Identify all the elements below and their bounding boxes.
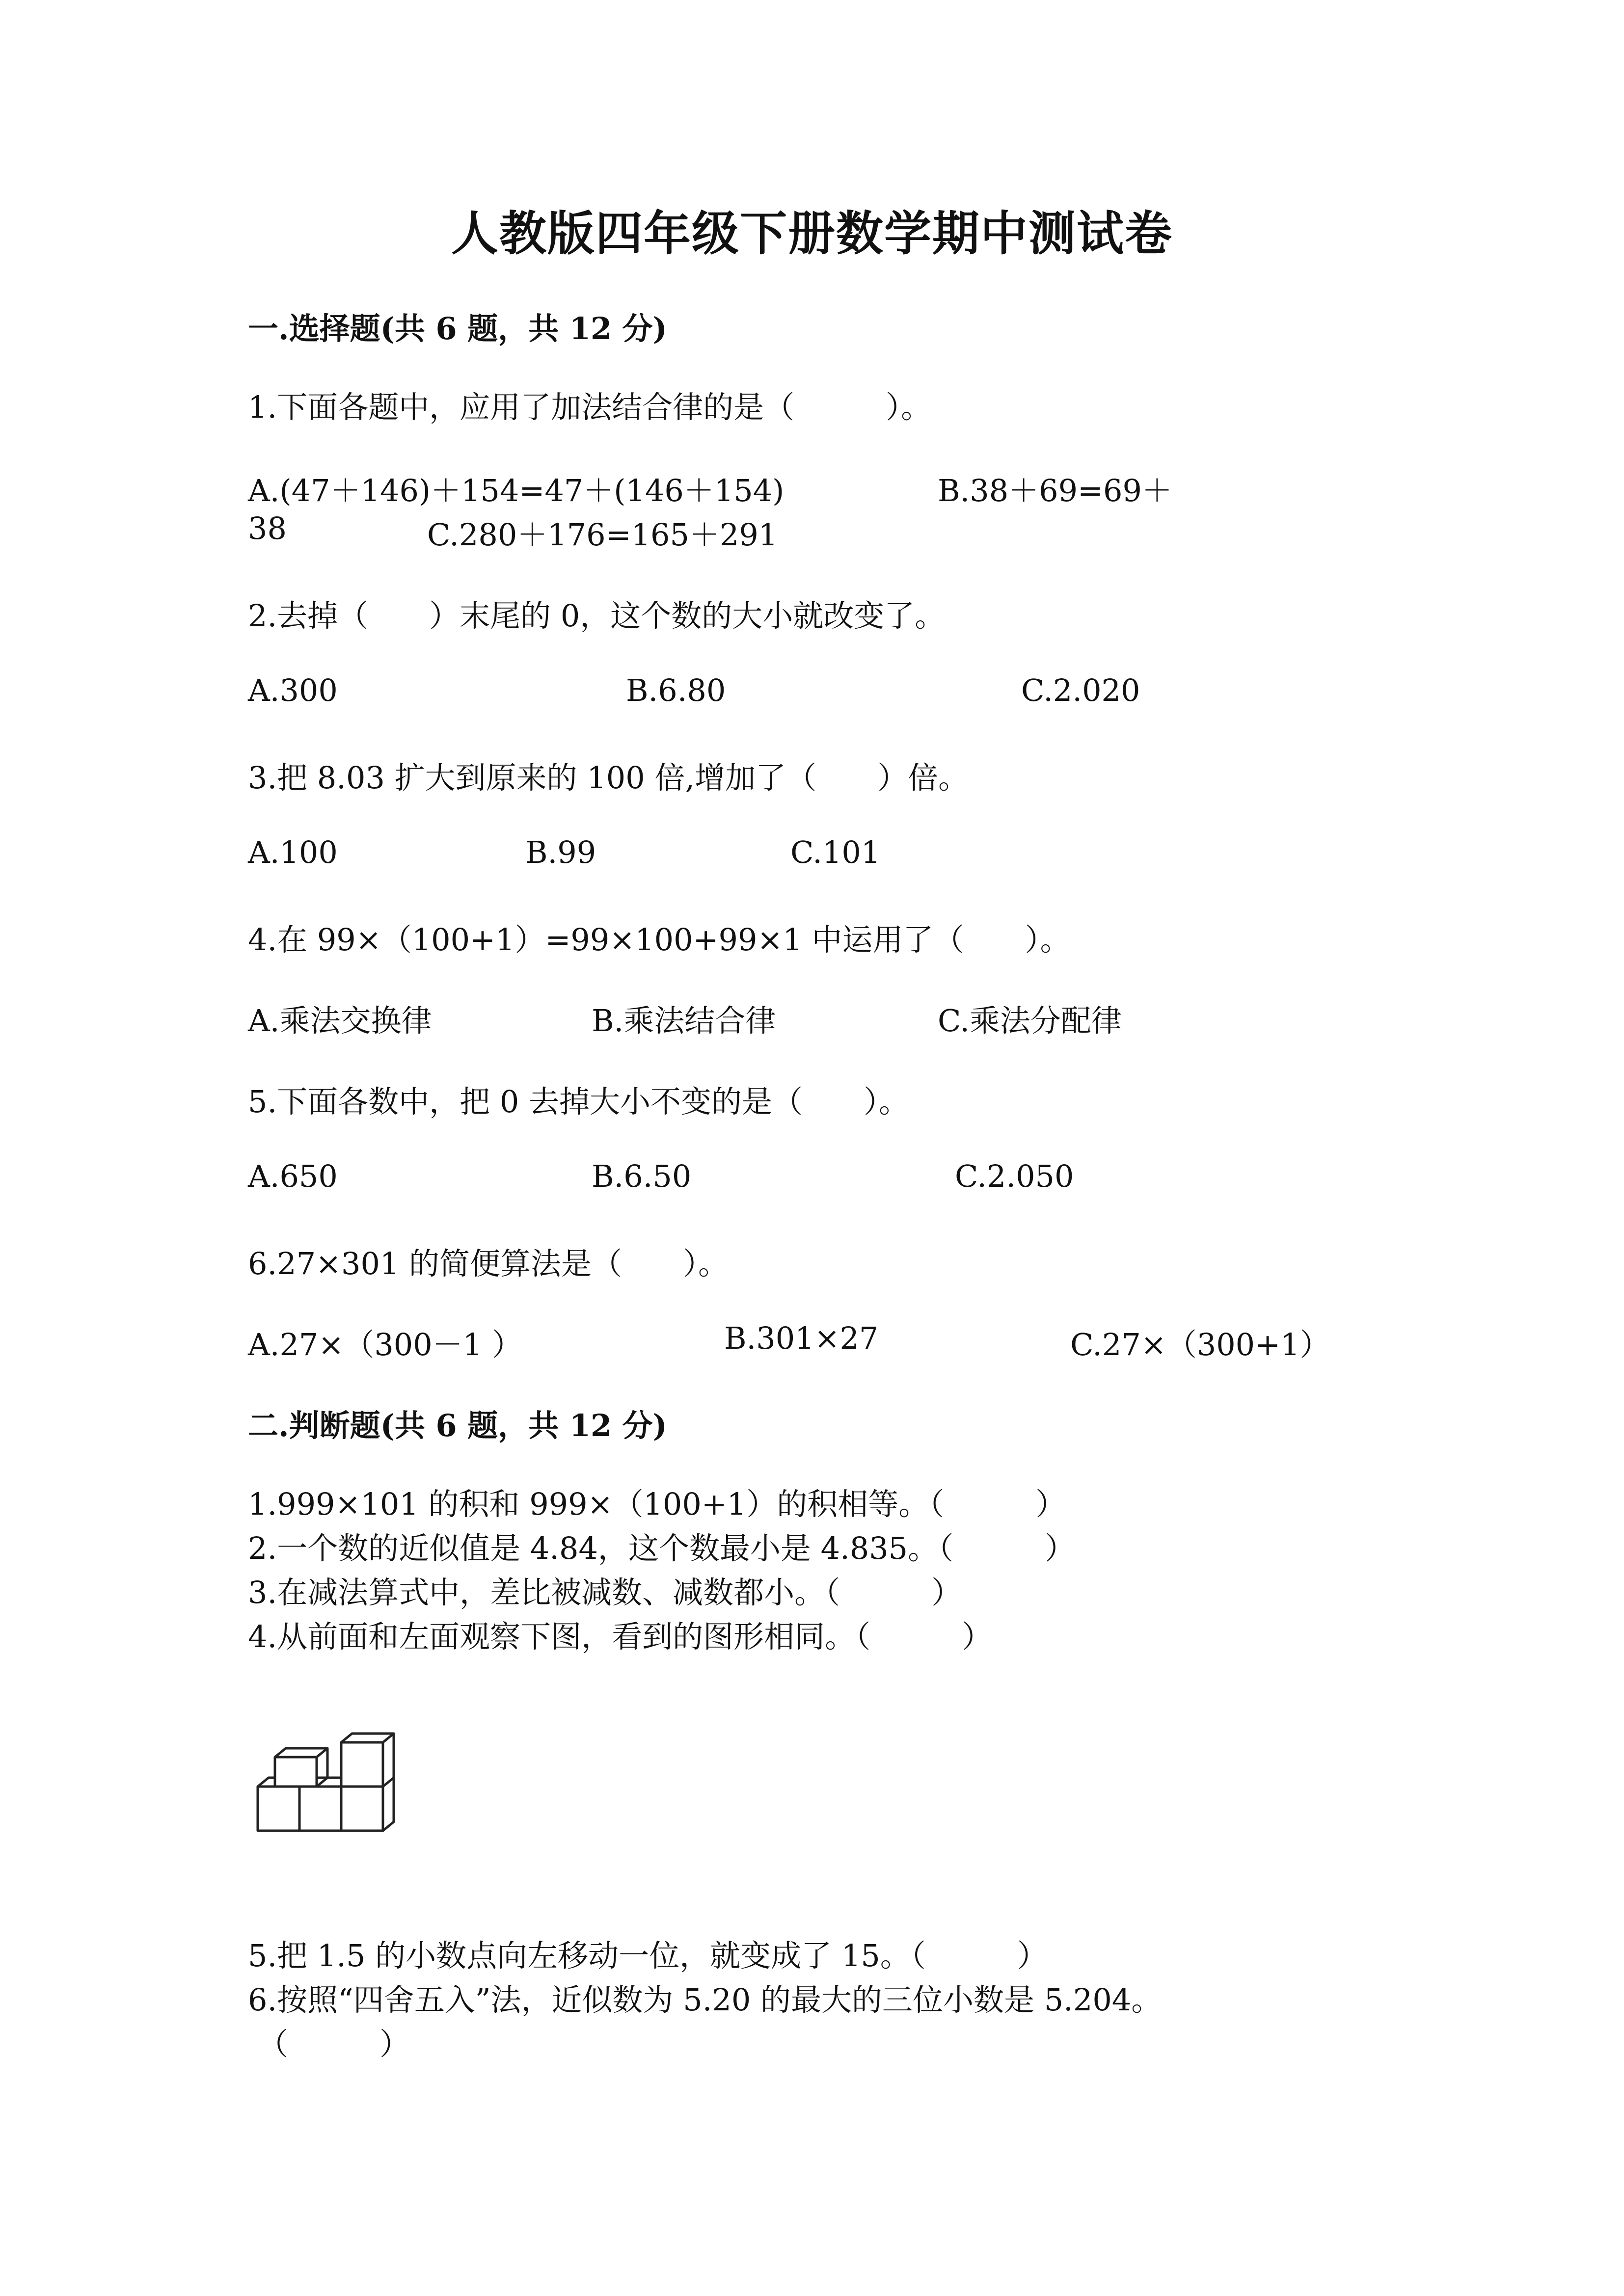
question-stem: 2.去掉（ ）末尾的 0，这个数的大小就改变了。: [248, 598, 946, 634]
option-b-continued: 38: [248, 510, 287, 546]
section-heading-choice: 一.选择题(共 6 题，共 12 分): [248, 311, 668, 347]
judgement-item: 4.从前面和左面观察下图，看到的图形相同。（ ）: [248, 1619, 993, 1655]
judgement-item: 3.在减法算式中，差比被减数、减数都小。（ ）: [248, 1575, 962, 1610]
option-b: B.6.80: [626, 672, 726, 708]
option-a: A.27×（300－1 ）: [248, 1327, 522, 1362]
judgement-item: 5.把 1.5 的小数点向左移动一位，就变成了 15。（ ）: [248, 1938, 1048, 1974]
question-stem: 6.27×301 的简便算法是（ ）。: [248, 1246, 729, 1281]
option-c: C.27×（300+1）: [1070, 1327, 1330, 1362]
option-a: A.300: [248, 672, 338, 708]
question-stem: 1.下面各题中，应用了加法结合律的是（ ）。: [248, 389, 932, 425]
page-title: 人教版四年级下册数学期中测试卷: [451, 206, 1173, 261]
option-a: A.(47＋146)＋154=47＋(146＋154): [248, 473, 785, 508]
option-a: A.乘法交换律: [248, 1003, 432, 1039]
section-heading-judgement: 二.判断题(共 6 题，共 12 分): [248, 1408, 668, 1443]
question-stem: 5.下面各数中，把 0 去掉大小不变的是（ ）。: [248, 1084, 910, 1120]
judgement-item: 6.按照“四舍五入”法，近似数为 5.20 的最大的三位小数是 5.204。: [248, 1982, 1162, 2018]
option-b: B.38＋69=69＋: [938, 473, 1172, 508]
judgement-item: 2.一个数的近似值是 4.84，这个数最小是 4.835。（ ）: [248, 1530, 1076, 1566]
question-stem: 4.在 99×（100+1）=99×100+99×1 中运用了（ ）。: [248, 922, 1071, 958]
option-a: A.650: [248, 1158, 338, 1194]
option-b: B.301×27: [724, 1320, 879, 1356]
question-stem: 3.把 8.03 扩大到原来的 100 倍,增加了（ ）倍。: [248, 760, 969, 796]
option-c: C.2.050: [955, 1158, 1074, 1194]
cube-stack-figure-icon: [255, 1728, 403, 1841]
option-b: B.6.50: [592, 1158, 692, 1194]
option-c: C.2.020: [1021, 672, 1140, 708]
option-c: C.101: [790, 834, 881, 870]
option-c: C.280＋176=165＋291: [427, 517, 778, 553]
option-b: B.99: [525, 834, 596, 870]
option-c: C.乘法分配律: [938, 1003, 1122, 1039]
option-b: B.乘法结合律: [592, 1003, 776, 1039]
judgement-answer-bracket: （ ）: [258, 2026, 410, 2062]
judgement-item: 1.999×101 的积和 999×（100+1）的积相等。（ ）: [248, 1486, 1066, 1522]
option-a: A.100: [248, 834, 338, 870]
